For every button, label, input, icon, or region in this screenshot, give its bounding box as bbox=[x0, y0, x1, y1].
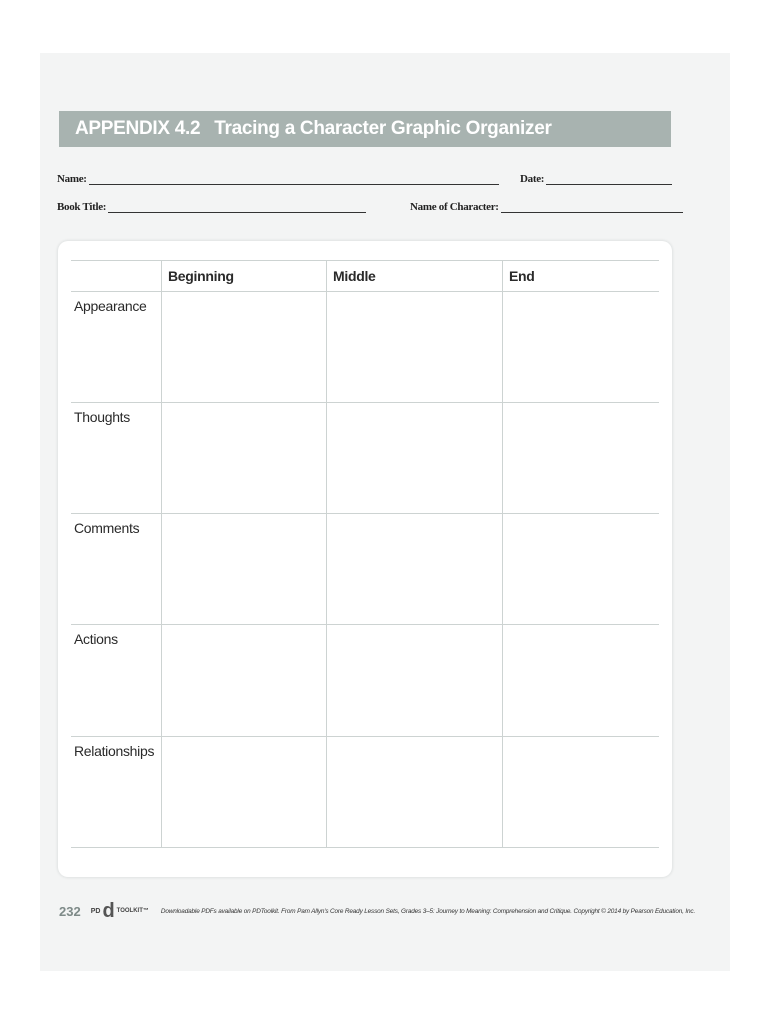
column-header-middle: Middle bbox=[333, 268, 376, 284]
organizer-card bbox=[58, 241, 672, 877]
book-title-label: Book Title: bbox=[57, 201, 107, 213]
name-field bbox=[57, 173, 499, 185]
grid-line bbox=[71, 513, 659, 514]
character-line[interactable] bbox=[501, 202, 683, 213]
grid-line bbox=[71, 624, 659, 625]
grid-line bbox=[71, 736, 659, 737]
name-label: Name: bbox=[57, 173, 87, 185]
name-line[interactable] bbox=[89, 174, 499, 185]
page-number: 232 bbox=[59, 903, 81, 919]
grid-line bbox=[326, 260, 327, 848]
row-label-comments: Comments bbox=[74, 520, 140, 536]
book-title-field bbox=[57, 201, 366, 213]
character-field bbox=[410, 201, 683, 213]
date-line[interactable] bbox=[546, 174, 672, 185]
grid-line bbox=[71, 291, 659, 292]
row-label-relationships: Relationships bbox=[74, 743, 155, 759]
book-title-line[interactable] bbox=[108, 202, 366, 213]
row-label-thoughts: Thoughts bbox=[74, 409, 130, 425]
worksheet-page bbox=[40, 53, 730, 971]
column-header-beginning: Beginning bbox=[168, 268, 234, 284]
grid-line bbox=[161, 260, 162, 848]
grid-line bbox=[71, 402, 659, 403]
pd-toolkit-logo: PD d TOOLKIT™ bbox=[90, 900, 149, 922]
grid-line bbox=[71, 260, 659, 261]
character-label: Name of Character: bbox=[410, 201, 499, 213]
appendix-banner bbox=[59, 111, 671, 147]
appendix-number: APPENDIX 4.2 bbox=[75, 118, 201, 139]
organizer-table bbox=[71, 260, 659, 848]
row-label-appearance: Appearance bbox=[74, 298, 147, 314]
row-label-actions: Actions bbox=[74, 631, 118, 647]
copyright-note: Downloadable PDFs available on PDToolkit. From Pam Allyn's Core Ready Lesson Sets, Grades 3–5: Journey to Meaning: Comprehension and Critique. Copyright © 2014 by Pearson Education, Inc. bbox=[160, 907, 696, 915]
page-footer bbox=[59, 899, 696, 923]
page-title: Tracing a Character Graphic Organizer bbox=[214, 118, 552, 139]
date-label: Date: bbox=[520, 173, 545, 185]
date-field bbox=[520, 173, 672, 185]
grid-line bbox=[71, 847, 659, 848]
column-header-end: End bbox=[509, 268, 535, 284]
grid-line bbox=[502, 260, 503, 848]
